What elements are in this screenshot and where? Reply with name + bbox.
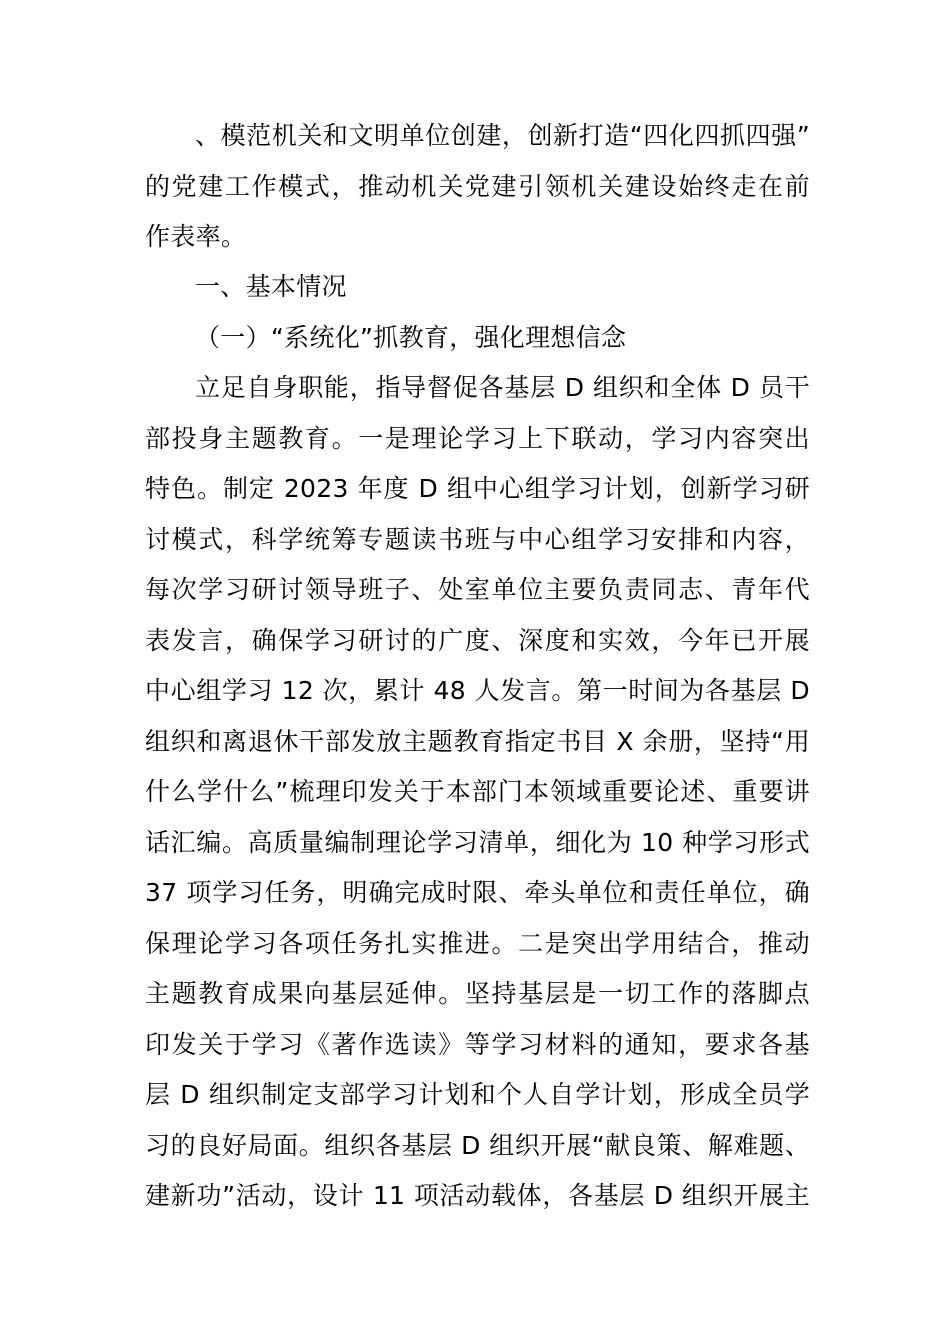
paragraph-line: 保理论学习各项任务扎实推进。二是突出学用结合，推动: [145, 929, 810, 958]
paragraph-line: 37 项学习任务，明确完成时限、牵头单位和责任单位，确: [145, 878, 810, 907]
paragraph-line: 印发关于学习《著作选读》等学习材料的通知，要求各基: [145, 1030, 810, 1059]
paragraph-line: 表发言，确保学习研讨的广度、深度和实效，今年已开展: [145, 626, 810, 655]
subsection-heading: （一）“系统化”抓教育，强化理想信念: [195, 323, 627, 352]
paragraph-line: 组织和离退休干部发放主题教育指定书目 X 余册，坚持“用: [145, 727, 810, 756]
paragraph-line: 层 D 组织制定支部学习计划和个人自学计划，形成全员学: [145, 1080, 810, 1109]
paragraph-line: 主题教育成果向基层延伸。坚持基层是一切工作的落脚点: [145, 979, 810, 1008]
paragraph-line: 中心组学习 12 次，累计 48 人发言。第一时间为各基层 D: [145, 676, 810, 705]
paragraph-line: 特色。制定 2023 年度 D 组中心组学习计划，创新学习研: [145, 474, 810, 503]
paragraph-line: 作表率。: [145, 222, 247, 251]
paragraph-line: 讨模式，科学统筹专题读书班与中心组学习安排和内容，: [145, 525, 810, 554]
paragraph-line: 的党建工作模式，推动机关党建引领机关建设始终走在前: [145, 172, 810, 201]
paragraph-line: 什么学什么”梳理印发关于本部门本领域重要论述、重要讲: [145, 777, 810, 806]
paragraph-line: 建新功”活动，设计 11 项活动载体，各基层 D 组织开展主: [145, 1181, 810, 1210]
paragraph-line: 习的良好局面。组织各基层 D 组织开展“献良策、解难题、: [145, 1131, 810, 1160]
paragraph-line: 部投身主题教育。一是理论学习上下联动，学习内容突出: [145, 424, 810, 453]
paragraph-line: 立足自身职能，指导督促各基层 D 组织和全体 D 员干: [195, 373, 810, 402]
paragraph-line: 每次学习研讨领导班子、处室单位主要负责同志、青年代: [145, 575, 810, 604]
section-heading: 一、基本情况: [195, 272, 347, 301]
paragraph-line: 、模范机关和文明单位创建，创新打造“四化四抓四强”: [195, 121, 810, 150]
paragraph-line: 话汇编。高质量编制理论学习清单，细化为 10 种学习形式: [145, 828, 810, 857]
